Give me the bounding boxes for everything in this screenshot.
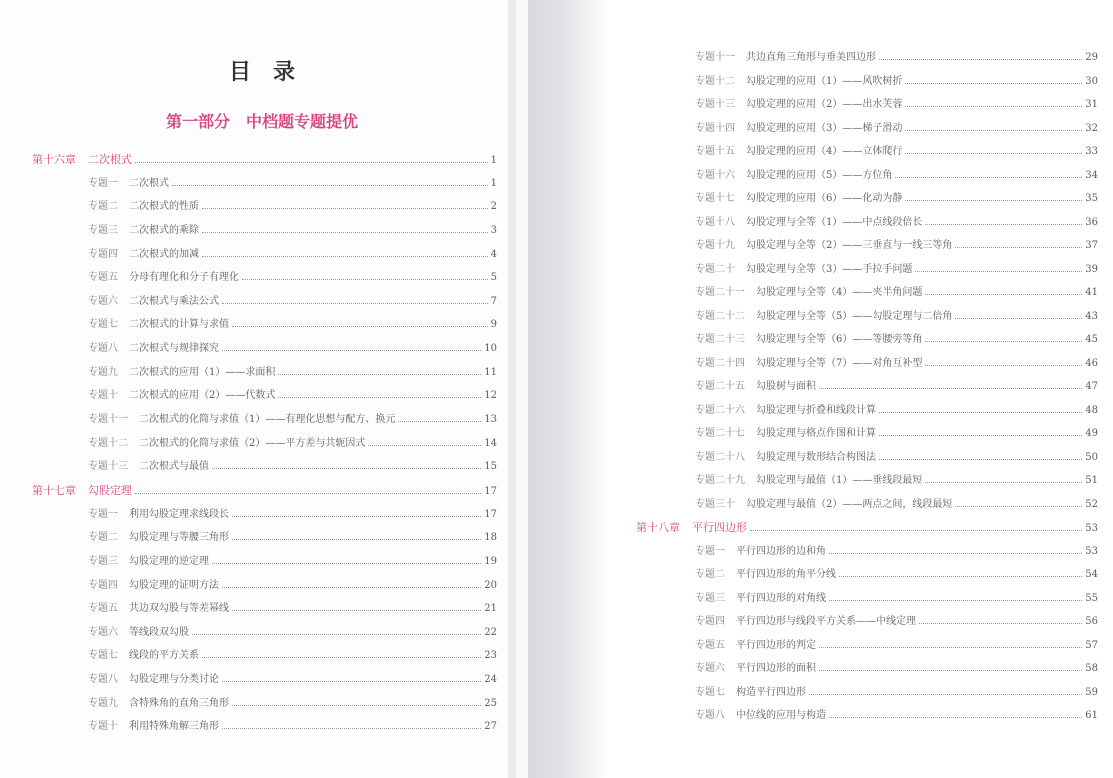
- topic-title: 勾股定理的逆定理: [129, 555, 209, 567]
- topic-label: 专题七: [88, 650, 118, 662]
- topic-label: 专题十一: [88, 414, 128, 426]
- topic-title: 二次根式的应用（1）——求面积: [129, 366, 276, 378]
- toc-entry: [608, 375, 1098, 399]
- page-number: 48: [1085, 404, 1098, 416]
- page-number: 2: [490, 201, 497, 213]
- topic-label: 专题一: [88, 177, 118, 189]
- topic-title: 二次根式的化简与求值（2）——平方差与共轭因式: [139, 437, 366, 449]
- topic-label: 专题二十七: [695, 428, 745, 439]
- topic-title: 勾股定理与全等（2）——三垂直与一线三等角: [746, 240, 953, 251]
- topic-title: 勾股定理与全等（1）——中点线段倍长: [746, 216, 923, 228]
- page-number: 5: [490, 272, 497, 284]
- page-number: 22: [484, 626, 497, 638]
- topic-title: 平行四边形的对角线: [736, 592, 826, 604]
- page-number: 3: [490, 224, 497, 236]
- page-number: 34: [1085, 169, 1098, 181]
- toc-entry: [0, 455, 497, 479]
- page-number: 21: [484, 603, 497, 615]
- toc-entry: [0, 408, 497, 432]
- dot-leader: [879, 59, 1082, 60]
- topic-label: 专题四: [88, 579, 118, 591]
- topic-label: 专题十四: [695, 122, 735, 134]
- page-number: 55: [1085, 592, 1098, 604]
- topic-title: 勾股定理与全等（6）——等腰旁等角: [756, 334, 923, 345]
- topic-label: 专题十: [88, 390, 118, 402]
- dot-leader: [212, 468, 481, 469]
- page-number: 53: [1085, 523, 1098, 534]
- topic-label: 专题三: [88, 555, 118, 567]
- dot-leader: [135, 493, 481, 494]
- page-number: 18: [484, 532, 497, 544]
- topic-label: 专题六: [88, 295, 118, 307]
- page-number: 10: [484, 343, 497, 355]
- left-page: [0, 0, 508, 778]
- topic-label: 专题三: [88, 224, 118, 236]
- topic-label: 专题二: [88, 201, 118, 213]
- dot-leader: [222, 303, 488, 304]
- dot-leader: [829, 717, 1082, 718]
- dot-leader: [368, 445, 481, 446]
- topic-title: 勾股定理与分类讨论: [129, 674, 219, 686]
- dot-leader: [819, 388, 1082, 389]
- topic-title: 勾股定理的应用（1）——风吹树折: [746, 75, 903, 87]
- dot-leader: [809, 694, 1082, 695]
- dot-leader: [222, 587, 481, 588]
- toc-list-left: [0, 148, 497, 739]
- dot-leader: [879, 435, 1082, 436]
- toc-entry: [0, 313, 497, 337]
- page-number: 1: [490, 155, 497, 166]
- page-number: 39: [1085, 263, 1098, 275]
- dot-leader: [879, 412, 1082, 413]
- dot-leader: [242, 279, 488, 280]
- topic-title: 平行四边形的边和角: [736, 545, 826, 557]
- toc-entry: [608, 657, 1098, 681]
- dot-leader: [905, 83, 1082, 84]
- topic-label: 专题三: [695, 592, 725, 604]
- chapter-heading: [0, 148, 497, 172]
- right-page: [608, 0, 1113, 778]
- page-number: 30: [1085, 75, 1098, 87]
- topic-title: 勾股树与面积: [756, 381, 816, 392]
- dot-leader: [879, 459, 1082, 460]
- page-number: 17: [484, 508, 497, 520]
- topic-title: 勾股定理与数形结合构图法: [756, 451, 876, 463]
- toc-entry: [608, 305, 1098, 329]
- topic-title: 线段的平方关系: [129, 650, 199, 662]
- dot-leader: [905, 153, 1082, 154]
- page-number: 19: [484, 555, 497, 567]
- toc-entry: [608, 93, 1098, 117]
- chapter-title: 平行四边形: [692, 521, 747, 534]
- topic-title: 二次根式的乘除: [129, 224, 199, 236]
- dot-leader: [955, 247, 1082, 248]
- page-number: 4: [490, 248, 497, 260]
- topic-title: 勾股定理的证明方法: [129, 579, 219, 591]
- toc-entry: [0, 384, 497, 408]
- page-number: 58: [1085, 663, 1098, 674]
- page-number: 54: [1085, 569, 1098, 580]
- topic-title: 勾股定理的应用（6）——化动为静: [746, 193, 903, 204]
- toc-entry: [608, 681, 1098, 705]
- topic-title: 勾股定理与全等（5）——勾股定理与二倍角: [756, 310, 953, 322]
- topic-label: 专题二十二: [695, 310, 745, 322]
- toc-entry: [608, 70, 1098, 94]
- topic-label: 专题九: [88, 366, 118, 378]
- page-number: 36: [1085, 216, 1098, 228]
- page-number: 59: [1085, 686, 1098, 698]
- page-number: 31: [1085, 99, 1098, 110]
- toc-entry: [0, 195, 497, 219]
- page-number: 12: [484, 390, 497, 402]
- toc-entry: [0, 550, 497, 574]
- page-number: 24: [484, 674, 497, 686]
- toc-entry: [608, 563, 1098, 587]
- topic-label: 专题十二: [695, 75, 735, 87]
- topic-label: 专题四: [695, 616, 725, 627]
- topic-label: 专题八: [88, 674, 118, 686]
- topic-label: 专题二十八: [695, 451, 745, 463]
- toc-entry: [0, 715, 497, 739]
- toc-entry: [0, 503, 497, 527]
- topic-label: 专题二: [88, 532, 118, 544]
- toc-entry: [608, 540, 1098, 564]
- topic-label: 专题五: [695, 639, 725, 651]
- toc-entry: [0, 432, 497, 456]
- topic-label: 专题六: [88, 626, 118, 638]
- topic-title: 勾股定理与格点作图和计算: [756, 428, 876, 439]
- topic-label: 专题十五: [695, 146, 735, 157]
- topic-title: 二次根式与最值: [139, 461, 209, 473]
- page-number: 32: [1085, 122, 1098, 134]
- topic-label: 专题六: [695, 663, 725, 674]
- topic-label: 专题七: [695, 686, 725, 698]
- toc-entry: [0, 621, 497, 645]
- topic-title: 勾股定理与全等（4）——夹半角问题: [756, 287, 923, 298]
- toc-entry: [608, 328, 1098, 352]
- toc-entry: [608, 140, 1098, 164]
- toc-entry: [608, 117, 1098, 141]
- toc-entry: [608, 634, 1098, 658]
- topic-label: 专题二十六: [695, 404, 745, 416]
- dot-leader: [232, 326, 488, 327]
- topic-title: 二次根式的化简与求值（1）——有理化思想与配方、换元: [139, 414, 396, 426]
- dot-leader: [278, 397, 481, 398]
- topic-title: 平行四边形与线段平方关系——中线定理: [736, 616, 916, 627]
- toc-entry: [608, 234, 1098, 258]
- page-number: 50: [1085, 451, 1098, 463]
- topic-label: 专题二: [695, 569, 725, 580]
- page-number: 11: [484, 366, 497, 378]
- page-number: 35: [1085, 193, 1098, 204]
- topic-label: 专题二十五: [695, 381, 745, 392]
- topic-title: 利用勾股定理求线段长: [129, 508, 229, 520]
- toc-entry: [0, 172, 497, 196]
- dot-leader: [955, 506, 1082, 507]
- topic-label: 专题二十九: [695, 475, 745, 486]
- dot-leader: [222, 350, 481, 351]
- topic-label: 专题十三: [695, 99, 735, 110]
- book-gutter: [508, 0, 608, 778]
- topic-label: 专题一: [695, 545, 725, 557]
- topic-label: 专题二十一: [695, 287, 745, 298]
- toc-entry: [608, 493, 1098, 517]
- page-number: 33: [1085, 146, 1098, 157]
- chapter-label: 第十八章: [636, 521, 680, 534]
- topic-title: 利用特殊角解三角形: [129, 721, 219, 733]
- dot-leader: [925, 294, 1082, 295]
- topic-label: 专题十: [88, 721, 118, 733]
- topic-label: 专题一: [88, 508, 118, 520]
- dot-leader: [232, 539, 481, 540]
- topic-title: 勾股定理与全等（3）——手拉手问题: [746, 263, 913, 275]
- dot-leader: [278, 374, 481, 375]
- topic-title: 中位线的应用与构造: [736, 710, 826, 721]
- page-number: 14: [484, 437, 497, 449]
- topic-label: 专题二十: [695, 263, 735, 275]
- topic-label: 专题十七: [695, 193, 735, 204]
- page-number: 37: [1085, 240, 1098, 251]
- topic-label: 专题五: [88, 603, 118, 615]
- page-number: 53: [1085, 545, 1098, 557]
- toc-entry: [608, 587, 1098, 611]
- topic-label: 专题十三: [88, 461, 128, 473]
- topic-label: 专题十九: [695, 240, 735, 251]
- topic-title: 二次根式的性质: [129, 201, 199, 213]
- dot-leader: [955, 318, 1082, 319]
- topic-title: 等线段双勾股: [129, 626, 189, 638]
- topic-label: 专题九: [88, 697, 118, 709]
- dot-leader: [135, 162, 488, 163]
- dot-leader: [232, 516, 481, 517]
- topic-title: 勾股定理的应用（2）——出水芙蓉: [746, 99, 903, 110]
- dot-leader: [212, 563, 481, 564]
- part-title: 第一部分 中档题专题提优: [165, 112, 358, 131]
- dot-leader: [925, 482, 1082, 483]
- dot-leader: [232, 705, 481, 706]
- toc-entry: [0, 266, 497, 290]
- topic-label: 专题二十三: [695, 334, 745, 345]
- topic-label: 专题十八: [695, 216, 735, 228]
- topic-label: 专题二十四: [695, 357, 745, 369]
- topic-title: 勾股定理的应用（5）——方位角: [746, 169, 893, 181]
- topic-title: 勾股定理与最值（2）——两点之间，线段最短: [746, 498, 953, 510]
- dot-leader: [192, 634, 481, 635]
- dot-leader: [919, 623, 1082, 624]
- topic-title: 平行四边形的面积: [736, 663, 816, 674]
- toc-entry: [608, 610, 1098, 634]
- dot-leader: [905, 200, 1082, 201]
- dot-leader: [839, 576, 1082, 577]
- page-number: 9: [490, 319, 497, 331]
- topic-title: 勾股定理与折叠和线段计算: [756, 404, 876, 416]
- topic-title: 二次根式的计算与求值: [129, 319, 229, 331]
- topic-label: 专题八: [695, 710, 725, 721]
- dot-leader: [925, 224, 1082, 225]
- topic-title: 勾股定理与全等（7）——对角互补型: [756, 357, 923, 369]
- dot-leader: [829, 553, 1082, 554]
- toc-entry: [608, 704, 1098, 728]
- dot-leader: [829, 600, 1082, 601]
- toc-entry: [0, 290, 497, 314]
- chapter-title: 勾股定理: [88, 483, 132, 497]
- dot-leader: [750, 530, 1082, 531]
- page-number: 52: [1085, 498, 1098, 510]
- topic-label: 专题七: [88, 319, 118, 331]
- toc-entry: [0, 692, 497, 716]
- topic-label: 专题八: [88, 343, 118, 355]
- topic-title: 二次根式的加减: [129, 248, 199, 260]
- dot-leader: [895, 177, 1082, 178]
- page-number: 29: [1085, 52, 1098, 63]
- topic-title: 勾股定理与最值（1）——垂线段最短: [756, 475, 923, 486]
- dot-leader: [222, 681, 481, 682]
- toc-entry: [608, 164, 1098, 188]
- topic-label: 专题十一: [695, 52, 735, 63]
- dot-leader: [222, 728, 481, 729]
- page-number: 13: [484, 414, 497, 426]
- topic-title: 含特殊角的直角三角形: [129, 697, 229, 709]
- chapter-heading: [0, 479, 497, 503]
- dot-leader: [905, 106, 1082, 107]
- topic-title: 共边直角三角形与垂美四边形: [746, 52, 876, 63]
- topic-title: 二次根式的应用（2）——代数式: [129, 390, 276, 402]
- toc-title: 目 录: [228, 59, 295, 85]
- dot-leader: [202, 657, 481, 658]
- topic-label: 专题十六: [695, 169, 735, 181]
- toc-entry: [0, 243, 497, 267]
- chapter-heading: [608, 516, 1098, 540]
- topic-label: 专题四: [88, 248, 118, 260]
- toc-entry: [608, 211, 1098, 235]
- page-number: 57: [1085, 639, 1098, 651]
- page-number: 27: [484, 721, 497, 733]
- topic-title: 共边双勾股与等差幂线: [129, 603, 229, 615]
- topic-label: 专题五: [88, 272, 118, 284]
- topic-title: 平行四边形的判定: [736, 639, 816, 651]
- dot-leader: [202, 232, 488, 233]
- toc-entry: [608, 352, 1098, 376]
- dot-leader: [819, 670, 1082, 671]
- dot-leader: [925, 341, 1082, 342]
- dot-leader: [915, 271, 1082, 272]
- topic-title: 构造平行四边形: [736, 686, 806, 698]
- page-number: 61: [1085, 710, 1098, 721]
- toc-entry: [0, 361, 497, 385]
- topic-label: 专题十二: [88, 437, 128, 449]
- toc-entry: [608, 422, 1098, 446]
- topic-title: 勾股定理的应用（4）——立体爬行: [746, 146, 903, 157]
- topic-title: 平行四边形的角平分线: [736, 569, 836, 580]
- page-number: 7: [490, 295, 497, 307]
- toc-entry: [0, 668, 497, 692]
- toc-entry: [608, 399, 1098, 423]
- toc-entry: [0, 644, 497, 668]
- dot-leader: [925, 365, 1082, 366]
- page-number: 25: [484, 697, 497, 709]
- dot-leader: [172, 185, 488, 186]
- topic-title: 二次根式与乘法公式: [129, 295, 219, 307]
- toc-entry: [608, 258, 1098, 282]
- toc-entry: [0, 526, 497, 550]
- page-number: 46: [1085, 357, 1098, 369]
- page-number: 1: [490, 177, 497, 189]
- dot-leader: [202, 256, 488, 257]
- topic-title: 二次根式: [129, 177, 169, 189]
- toc-entry: [608, 446, 1098, 470]
- page-number: 56: [1085, 616, 1098, 627]
- topic-label: 专题三十: [695, 498, 735, 510]
- toc-list-right: [608, 46, 1098, 728]
- toc-entry: [608, 281, 1098, 305]
- page-number: 47: [1085, 381, 1098, 392]
- page-number: 17: [484, 485, 497, 497]
- dot-leader: [398, 421, 481, 422]
- page-number: 20: [484, 579, 497, 591]
- page-number: 41: [1085, 287, 1098, 298]
- chapter-title: 二次根式: [88, 153, 132, 166]
- toc-entry: [0, 337, 497, 361]
- toc-entry: [608, 46, 1098, 70]
- dot-leader: [232, 610, 481, 611]
- toc-entry: [0, 219, 497, 243]
- page-number: 43: [1085, 310, 1098, 322]
- page-number: 15: [484, 461, 497, 473]
- chapter-label: 第十六章: [32, 153, 76, 166]
- dot-leader: [202, 208, 488, 209]
- page-number: 45: [1085, 334, 1098, 345]
- dot-leader: [905, 130, 1082, 131]
- toc-entry: [608, 187, 1098, 211]
- toc-entry: [0, 574, 497, 598]
- page-number: 49: [1085, 428, 1098, 439]
- topic-title: 勾股定理的应用（3）——梯子滑动: [746, 122, 903, 134]
- topic-title: 勾股定理与等腰三角形: [129, 532, 229, 544]
- chapter-label: 第十七章: [32, 483, 76, 497]
- page-number: 23: [484, 650, 497, 662]
- page-number: 51: [1085, 475, 1098, 486]
- toc-entry: [608, 469, 1098, 493]
- dot-leader: [819, 647, 1082, 648]
- topic-title: 分母有理化和分子有理化: [129, 272, 239, 284]
- toc-entry: [0, 597, 497, 621]
- topic-title: 二次根式与规律探究: [129, 343, 219, 355]
